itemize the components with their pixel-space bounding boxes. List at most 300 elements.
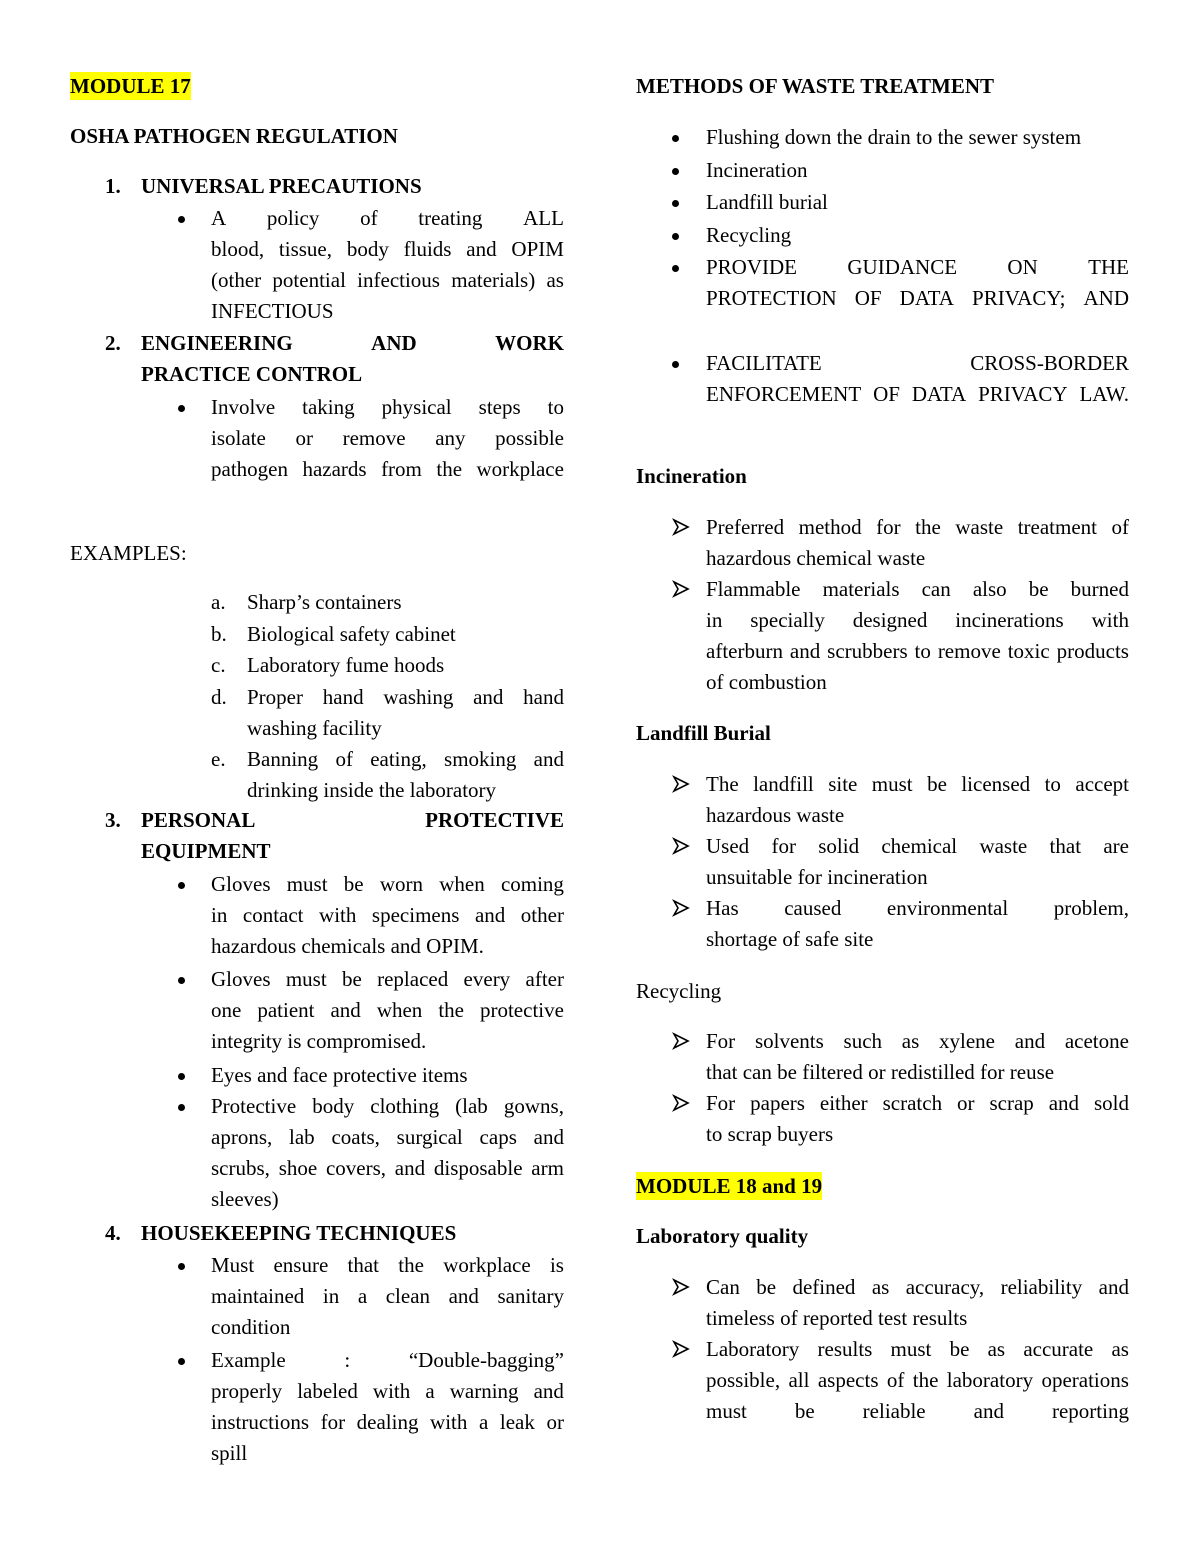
s4-bullet-line: [211, 1251, 564, 1279]
word: ENGINEERING: [141, 331, 293, 355]
word: coats,: [331, 1125, 380, 1149]
word: gowns,: [503, 1094, 564, 1118]
word: shoe: [278, 1156, 318, 1180]
word: OF: [873, 382, 900, 406]
section-number-text: 3.: [105, 808, 121, 832]
word: Banning: [247, 747, 319, 771]
methods-title-text: METHODS OF WASTE TREATMENT: [636, 74, 995, 98]
word: and: [973, 1399, 1004, 1423]
bullet-dot-icon: [178, 1073, 185, 1080]
word: such: [843, 1029, 883, 1053]
arrowhead-bullet-icon: [672, 518, 690, 536]
bullet-dot-icon: [178, 882, 185, 889]
word: of: [360, 206, 378, 230]
word: materials): [451, 268, 536, 292]
word: in: [211, 903, 228, 927]
word: or: [957, 1091, 975, 1115]
word: problem,: [1053, 896, 1129, 920]
word: burned: [1070, 577, 1129, 601]
word: physical: [381, 395, 452, 419]
word: contact: [242, 903, 304, 927]
word: be: [794, 1399, 815, 1423]
word: potential: [272, 268, 346, 292]
word: as: [546, 268, 564, 292]
word: warning: [449, 1379, 519, 1403]
word: designed: [852, 608, 928, 632]
section-number: [105, 172, 121, 200]
incineration-item-line: hazardous chemical waste: [706, 546, 926, 570]
word: as: [901, 1029, 920, 1053]
examples-label: [70, 539, 187, 567]
word: and: [533, 1379, 564, 1403]
word: in: [706, 608, 723, 632]
method-item-text: Recycling: [706, 223, 792, 247]
word: the: [438, 998, 464, 1022]
landfill-item-line: hazardous waste: [706, 803, 845, 827]
word: taking: [302, 395, 355, 419]
word: patient: [257, 998, 315, 1022]
word: papers: [750, 1091, 805, 1115]
word: ENFORCEMENT: [706, 382, 862, 406]
word: treatment: [1017, 515, 1097, 539]
method-item: [706, 123, 1081, 151]
word: with: [319, 903, 357, 927]
word: every: [463, 967, 511, 991]
incineration-heading: [636, 462, 747, 490]
s3-bullet-line: [211, 1092, 564, 1120]
word: DATA: [899, 286, 954, 310]
landfill-item-line: [706, 894, 1129, 922]
word: aprons,: [211, 1125, 273, 1149]
word: and: [474, 903, 506, 927]
word: either: [819, 1091, 868, 1115]
word: results: [817, 1337, 873, 1361]
word: replaced: [377, 967, 449, 991]
word: accept: [1075, 772, 1129, 796]
s3-bullet-line: integrity is compromised.: [211, 1029, 427, 1053]
section-heading-line: EQUIPMENT: [141, 839, 271, 863]
section-heading-line: [141, 329, 564, 357]
word: steps: [478, 395, 521, 419]
word: accuracy,: [905, 1275, 985, 1299]
arrowhead-bullet-icon: [672, 1340, 690, 1358]
example-item-line: [247, 683, 564, 711]
arrowhead-bullet-icon: [672, 580, 690, 598]
word: waste: [955, 515, 1004, 539]
word: :: [344, 1348, 351, 1372]
word: workplace: [443, 1253, 531, 1277]
word: as: [987, 1337, 1006, 1361]
word: body: [312, 1094, 355, 1118]
word: as: [871, 1275, 890, 1299]
section-heading-line: PRACTICE CONTROL: [141, 362, 363, 386]
example-item: [247, 651, 444, 679]
word: be: [927, 772, 947, 796]
word: and: [448, 1284, 479, 1308]
word: coming: [500, 872, 564, 896]
osha-title: [70, 122, 398, 150]
word: site: [828, 772, 858, 796]
s2-bullet-line: [211, 455, 564, 483]
recycling-item-line: [706, 1089, 1129, 1117]
example-letter-text: a.: [211, 590, 226, 614]
word: a: [357, 1284, 368, 1308]
recycling-item-line: [706, 1027, 1129, 1055]
section-heading-line: [141, 806, 564, 834]
s3-bullet-line: [211, 965, 564, 993]
word: pathogen: [211, 457, 288, 481]
word: lab: [289, 1125, 315, 1149]
method-item: [706, 156, 807, 184]
word: and: [533, 747, 564, 771]
word: is: [549, 1253, 564, 1277]
section-number: [105, 329, 121, 357]
word: tissue,: [278, 237, 332, 261]
word: PRIVACY: [978, 382, 1068, 406]
word: of: [886, 1368, 905, 1392]
word: of: [1111, 515, 1129, 539]
word: body: [346, 237, 389, 261]
word: xylene: [939, 1029, 996, 1053]
word: scratch: [882, 1091, 943, 1115]
word: remove: [342, 426, 406, 450]
word: with: [372, 1379, 411, 1403]
word: The: [706, 772, 739, 796]
word: be: [756, 1275, 777, 1299]
laboratory-quality-heading-text: Laboratory quality: [636, 1224, 809, 1248]
method-item-line: [706, 349, 1129, 377]
landfill-heading-text: Landfill Burial: [636, 721, 771, 745]
word: disposable: [433, 1156, 523, 1180]
word: caps: [479, 1125, 517, 1149]
s4-bullet-line: [211, 1282, 564, 1310]
word: all: [788, 1368, 810, 1392]
word: policy: [266, 206, 320, 230]
word: must: [890, 1337, 932, 1361]
word: a: [478, 1410, 489, 1434]
word: must: [286, 872, 328, 896]
word: Flammable: [706, 577, 801, 601]
arrowhead-bullet-icon: [672, 775, 690, 793]
word: scrap: [989, 1091, 1034, 1115]
word: sanitary: [497, 1284, 564, 1308]
word: scrubs,: [211, 1156, 270, 1180]
bullet-dot-icon: [672, 135, 679, 142]
module-17-heading-text: MODULE 17: [70, 74, 191, 98]
word: clean: [385, 1284, 431, 1308]
example-letter-text: d.: [211, 685, 227, 709]
word: PROVIDE: [706, 255, 798, 279]
word: operations: [1041, 1368, 1129, 1392]
bullet-dot-icon: [178, 216, 185, 223]
word: and: [1014, 1029, 1046, 1053]
bullet-dot-icon: [672, 265, 679, 272]
bullet-dot-icon: [178, 405, 185, 412]
word: infectious: [357, 268, 440, 292]
s1-bullet-line: [211, 204, 564, 232]
word: Gloves: [211, 967, 271, 991]
word: protective: [479, 998, 564, 1022]
section-number-text: 2.: [105, 331, 121, 355]
bullet-dot-icon: [672, 200, 679, 207]
example-item-line: washing facility: [247, 716, 382, 740]
word: caused: [784, 896, 842, 920]
word: reliability: [1000, 1275, 1083, 1299]
s4-bullet-line: condition: [211, 1315, 291, 1339]
word: to: [1044, 772, 1061, 796]
word: PRIVACY;: [972, 286, 1066, 310]
word: from: [381, 457, 422, 481]
word: worn: [379, 872, 423, 896]
word: treating: [418, 206, 483, 230]
word: and: [394, 1156, 426, 1180]
word: remove: [937, 639, 1001, 663]
word: other: [520, 903, 564, 927]
word: Can: [706, 1275, 740, 1299]
example-item-line: drinking inside the laboratory: [247, 778, 497, 802]
word: solid: [818, 834, 860, 858]
s1-bullet-line: [211, 266, 564, 294]
word: workplace: [476, 457, 564, 481]
methods-title: [636, 72, 994, 100]
word: Example: [211, 1348, 286, 1372]
word: laboratory: [946, 1368, 1034, 1392]
landfill-item-line: unsuitable for incineration: [706, 865, 928, 889]
module-18-19-heading: [636, 1172, 822, 1200]
word: also: [972, 577, 1007, 601]
s4-bullet-line: [211, 1377, 564, 1405]
arrowhead-bullet-icon: [672, 837, 690, 855]
word: possible: [495, 426, 564, 450]
s3-bullet-line: [211, 870, 564, 898]
section-number-text: 1.: [105, 174, 121, 198]
word: Proper: [247, 685, 303, 709]
method-item: [706, 188, 828, 216]
section-heading: [141, 172, 422, 200]
recycling-heading: [636, 977, 721, 1005]
word: and: [1048, 1091, 1080, 1115]
section-number-text: 4.: [105, 1221, 121, 1245]
word: PERSONAL: [141, 808, 256, 832]
quality-item-line: [706, 1366, 1129, 1394]
word: a: [425, 1379, 435, 1403]
word: leak: [499, 1410, 535, 1434]
laboratory-quality-heading: [636, 1222, 808, 1250]
word: “Double-bagging”: [408, 1348, 564, 1372]
word: Preferred: [706, 515, 785, 539]
word: DATA: [911, 382, 967, 406]
word: to: [547, 395, 564, 419]
s3-bullet-line: sleeves): [211, 1187, 279, 1211]
word: for: [320, 1410, 346, 1434]
section-heading-text: HOUSEKEEPING TECHNIQUES: [141, 1221, 457, 1245]
examples-label-text: EXAMPLES:: [70, 541, 187, 565]
word: must: [706, 1399, 747, 1423]
section-number: [105, 806, 121, 834]
word: For: [706, 1029, 736, 1053]
word: waste: [979, 834, 1028, 858]
word: the: [398, 1253, 424, 1277]
word: instructions: [211, 1410, 309, 1434]
word: maintained: [211, 1284, 305, 1308]
example-letter: [211, 651, 226, 679]
word: when: [376, 998, 423, 1022]
quality-item-line: [706, 1397, 1129, 1425]
word: with: [430, 1410, 468, 1434]
word: products: [1056, 639, 1129, 663]
word: and: [473, 685, 504, 709]
word: be: [343, 872, 364, 896]
s3-bullet-line: Eyes and face protective items: [211, 1063, 468, 1087]
example-letter: [211, 588, 226, 616]
word: ALL: [523, 206, 564, 230]
word: fluids: [403, 237, 452, 261]
word: be: [341, 967, 362, 991]
word: of: [335, 747, 353, 771]
word: that: [1049, 834, 1082, 858]
landfill-item-line: [706, 770, 1129, 798]
bullet-dot-icon: [672, 233, 679, 240]
word: must: [871, 772, 913, 796]
word: AND: [1083, 286, 1129, 310]
example-item: [247, 588, 402, 616]
word: covers,: [325, 1156, 387, 1180]
s4-bullet-line: [211, 1408, 564, 1436]
word: materials: [822, 577, 900, 601]
word: accurate: [1023, 1337, 1094, 1361]
word: or: [546, 1410, 564, 1434]
example-letter: [211, 745, 226, 773]
word: reporting: [1051, 1399, 1129, 1423]
recycling-heading-text: Recycling: [636, 979, 722, 1003]
example-item-text: Laboratory fume hoods: [247, 653, 445, 677]
word: hazards: [302, 457, 367, 481]
word: surgical: [396, 1125, 463, 1149]
s4-bullet-line: spill: [211, 1441, 248, 1465]
method-item-line: [706, 284, 1129, 312]
word: reliable: [862, 1399, 926, 1423]
word: toxic: [1007, 639, 1050, 663]
s4-bullet-line: [211, 1346, 564, 1374]
word: properly: [211, 1379, 283, 1403]
arrowhead-bullet-icon: [672, 1032, 690, 1050]
word: PROTECTION: [706, 286, 837, 310]
word: as: [1111, 1337, 1129, 1361]
word: are: [1103, 834, 1129, 858]
word: landfill: [753, 772, 814, 796]
word: arm: [531, 1156, 564, 1180]
word: and: [533, 1125, 564, 1149]
word: the: [912, 1368, 939, 1392]
word: incinerations: [955, 608, 1064, 632]
word: ensure: [273, 1253, 329, 1277]
word: specimens: [371, 903, 460, 927]
s3-bullet-line: hazardous chemicals and OPIM.: [211, 934, 484, 958]
word: (lab: [455, 1094, 488, 1118]
word: afterburn: [706, 639, 783, 663]
method-item: [706, 221, 791, 249]
quality-item-line: [706, 1273, 1129, 1301]
word: FACILITATE: [706, 351, 822, 375]
landfill-item-line: shortage of safe site: [706, 927, 874, 951]
example-item: [247, 620, 456, 648]
example-item-line: [247, 745, 564, 773]
s3-bullet-line: [211, 901, 564, 929]
word: A: [211, 206, 227, 230]
word: smoking: [444, 747, 517, 771]
word: when: [439, 872, 485, 896]
word: (other: [211, 268, 262, 292]
s1-bullet-line: [211, 235, 564, 263]
incineration-item-line: [706, 606, 1129, 634]
method-item-text: Flushing down the drain to the sewer system: [706, 125, 1082, 149]
bullet-dot-icon: [672, 168, 679, 175]
word: LAW.: [1079, 382, 1129, 406]
incineration-heading-text: Incineration: [636, 464, 747, 488]
bullet-dot-icon: [178, 1358, 185, 1365]
s3-bullet-line: [211, 1123, 564, 1151]
word: scrubbers: [827, 639, 908, 663]
word: ON: [1007, 255, 1038, 279]
arrowhead-bullet-icon: [672, 899, 690, 917]
word: THE: [1088, 255, 1129, 279]
word: specially: [750, 608, 825, 632]
word: dealing: [356, 1410, 419, 1434]
arrowhead-bullet-icon: [672, 1278, 690, 1296]
example-letter-text: e.: [211, 747, 226, 771]
word: for: [876, 515, 901, 539]
bullet-dot-icon: [672, 361, 679, 368]
word: with: [1091, 608, 1129, 632]
example-letter-text: b.: [211, 622, 227, 646]
word: Must: [211, 1253, 255, 1277]
quality-item-line: [706, 1335, 1129, 1363]
example-letter-text: c.: [211, 653, 226, 677]
incineration-item-line: [706, 637, 1129, 665]
word: isolate: [211, 426, 266, 450]
word: be: [949, 1337, 970, 1361]
quality-item-line: timeless of reported test results: [706, 1306, 968, 1330]
word: eating,: [370, 747, 427, 771]
word: can: [921, 577, 951, 601]
word: the: [915, 515, 941, 539]
word: that: [347, 1253, 380, 1277]
word: Protective: [211, 1094, 297, 1118]
word: Gloves: [211, 872, 271, 896]
recycling-item-line: to scrap buyers: [706, 1122, 834, 1146]
word: labeled: [297, 1379, 358, 1403]
word: must: [285, 967, 327, 991]
word: defined: [792, 1275, 856, 1299]
bullet-dot-icon: [178, 1263, 185, 1270]
s2-bullet-line: [211, 424, 564, 452]
word: hand: [523, 685, 564, 709]
word: hand: [322, 685, 364, 709]
method-item-text: Landfill burial: [706, 190, 828, 214]
word: and: [466, 237, 497, 261]
word: and: [330, 998, 361, 1022]
word: clothing: [370, 1094, 440, 1118]
word: any: [435, 426, 466, 450]
example-letter: [211, 683, 227, 711]
method-item-text: Incineration: [706, 158, 808, 182]
word: sold: [1093, 1091, 1129, 1115]
bullet-dot-icon: [178, 1104, 185, 1111]
word: solvents: [754, 1029, 824, 1053]
word: possible,: [706, 1368, 781, 1392]
word: GUIDANCE: [847, 255, 958, 279]
landfill-heading: [636, 719, 771, 747]
